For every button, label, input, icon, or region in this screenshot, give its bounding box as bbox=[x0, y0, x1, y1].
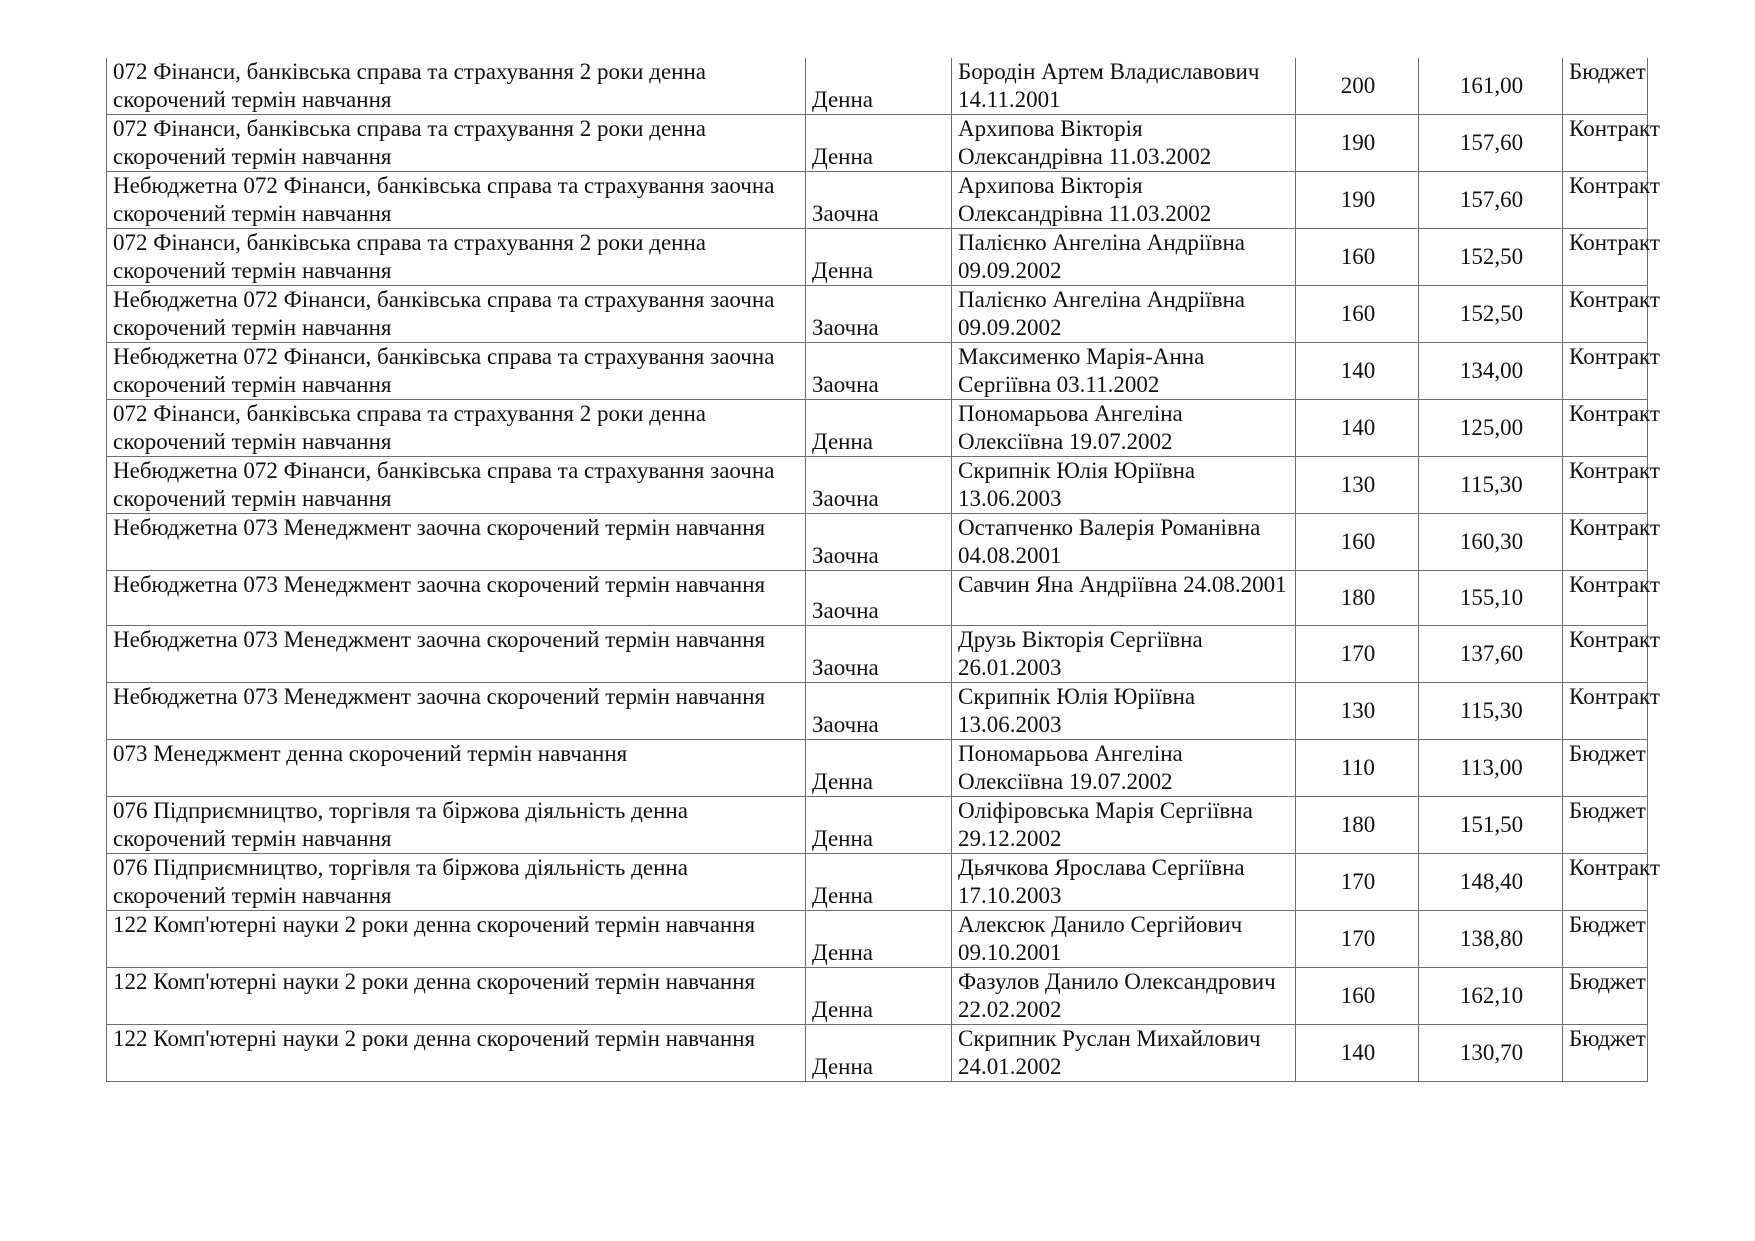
applicant-name-cell: Пономарьова Ангеліна Олексіївна 19.07.2002 bbox=[952, 400, 1296, 457]
funding-cell: Контракт bbox=[1563, 571, 1648, 626]
number-cell: 110 bbox=[1296, 740, 1419, 797]
applicants-table bbox=[106, 58, 1660, 1082]
score-cell: 130,70 bbox=[1419, 1025, 1563, 1082]
study-form-cell: Денна bbox=[806, 1025, 952, 1082]
score-cell: 151,50 bbox=[1419, 797, 1563, 854]
study-form-cell: Денна bbox=[806, 797, 952, 854]
table-row bbox=[107, 343, 1648, 400]
table-row bbox=[107, 58, 1648, 115]
table-row bbox=[107, 740, 1648, 797]
score-cell: 152,50 bbox=[1419, 286, 1563, 343]
program-cell: 076 Підприємництво, торгівля та біржова діяльність денна скорочений термін навчання bbox=[107, 854, 806, 911]
applicant-name-cell: Палієнко Ангеліна Андріївна 09.09.2002 bbox=[952, 229, 1296, 286]
funding-cell: Контракт bbox=[1563, 683, 1648, 740]
number-cell: 170 bbox=[1296, 854, 1419, 911]
score-cell: 125,00 bbox=[1419, 400, 1563, 457]
table-row bbox=[107, 286, 1648, 343]
score-cell: 152,50 bbox=[1419, 229, 1563, 286]
applicant-name-cell: Остапченко Валерія Романівна 04.08.2001 bbox=[952, 514, 1296, 571]
applicant-name-cell: Скрипнік Юлія Юріївна 13.06.2003 bbox=[952, 683, 1296, 740]
table-row bbox=[107, 229, 1648, 286]
number-cell: 190 bbox=[1296, 115, 1419, 172]
applicant-name-cell: Архипова Вікторія Олександрівна 11.03.2002 bbox=[952, 172, 1296, 229]
program-cell: Небюджетна 072 Фінанси, банківська справа та страхування заочна скорочений термін навчання bbox=[107, 286, 806, 343]
score-cell: 134,00 bbox=[1419, 343, 1563, 400]
score-cell: 160,30 bbox=[1419, 514, 1563, 571]
study-form-cell: Заочна bbox=[806, 626, 952, 683]
applicant-name-cell: Архипова Вікторія Олександрівна 11.03.2002 bbox=[952, 115, 1296, 172]
applicant-name-cell: Бородін Артем Владиславович 14.11.2001 bbox=[952, 58, 1296, 115]
table-row bbox=[107, 1025, 1648, 1082]
program-cell: Небюджетна 072 Фінанси, банківська справа та страхування заочна скорочений термін навчання bbox=[107, 172, 806, 229]
number-cell: 140 bbox=[1296, 343, 1419, 400]
applicant-name-cell: Скрипник Руслан Михайлович 24.01.2002 bbox=[952, 1025, 1296, 1082]
program-cell: 072 Фінанси, банківська справа та страхування 2 роки денна скорочений термін навчання bbox=[107, 400, 806, 457]
study-form-cell: Денна bbox=[806, 58, 952, 115]
score-cell: 115,30 bbox=[1419, 683, 1563, 740]
number-cell: 170 bbox=[1296, 911, 1419, 968]
number-cell: 130 bbox=[1296, 683, 1419, 740]
applicant-name-cell: Фазулов Данило Олександрович 22.02.2002 bbox=[952, 968, 1296, 1025]
table-row bbox=[107, 571, 1648, 626]
table-row bbox=[107, 400, 1648, 457]
funding-cell: Контракт bbox=[1563, 626, 1648, 683]
funding-cell: Контракт bbox=[1563, 286, 1648, 343]
score-cell: 113,00 bbox=[1419, 740, 1563, 797]
funding-cell: Бюджет bbox=[1563, 1025, 1648, 1082]
program-cell: Небюджетна 072 Фінанси, банківська справа та страхування заочна скорочений термін навчання bbox=[107, 457, 806, 514]
applicant-name-cell: Алексюк Данило Сергійович 09.10.2001 bbox=[952, 911, 1296, 968]
table-row bbox=[107, 854, 1648, 911]
score-cell: 162,10 bbox=[1419, 968, 1563, 1025]
study-form-cell: Денна bbox=[806, 400, 952, 457]
funding-cell: Бюджет bbox=[1563, 740, 1648, 797]
number-cell: 130 bbox=[1296, 457, 1419, 514]
program-cell: Небюджетна 073 Менеджмент заочна скорочений термін навчання bbox=[107, 626, 806, 683]
table-row bbox=[107, 115, 1648, 172]
score-cell: 161,00 bbox=[1419, 58, 1563, 115]
study-form-cell: Заочна bbox=[806, 514, 952, 571]
funding-cell: Бюджет bbox=[1563, 911, 1648, 968]
table-row bbox=[107, 626, 1648, 683]
applicant-name-cell: Скрипнік Юлія Юріївна 13.06.2003 bbox=[952, 457, 1296, 514]
study-form-cell: Заочна bbox=[806, 286, 952, 343]
applicant-name-cell: Максименко Марія-Анна Сергіївна 03.11.2002 bbox=[952, 343, 1296, 400]
number-cell: 180 bbox=[1296, 571, 1419, 626]
table-row bbox=[107, 797, 1648, 854]
score-cell: 157,60 bbox=[1419, 115, 1563, 172]
applicant-name-cell: Пономарьова Ангеліна Олексіївна 19.07.2002 bbox=[952, 740, 1296, 797]
table-row bbox=[107, 514, 1648, 571]
number-cell: 180 bbox=[1296, 797, 1419, 854]
study-form-cell: Денна bbox=[806, 968, 952, 1025]
funding-cell: Контракт bbox=[1563, 400, 1648, 457]
score-cell: 137,60 bbox=[1419, 626, 1563, 683]
number-cell: 160 bbox=[1296, 514, 1419, 571]
funding-cell: Контракт bbox=[1563, 514, 1648, 571]
table-row bbox=[107, 968, 1648, 1025]
applicant-name-cell: Палієнко Ангеліна Андріївна 09.09.2002 bbox=[952, 286, 1296, 343]
program-cell: Небюджетна 073 Менеджмент заочна скорочений термін навчання bbox=[107, 683, 806, 740]
study-form-cell: Денна bbox=[806, 115, 952, 172]
study-form-cell: Заочна bbox=[806, 172, 952, 229]
funding-cell: Контракт bbox=[1563, 115, 1648, 172]
number-cell: 160 bbox=[1296, 229, 1419, 286]
table-row bbox=[107, 683, 1648, 740]
program-cell: 122 Комп'ютерні науки 2 роки денна скорочений термін навчання bbox=[107, 911, 806, 968]
applicant-name-cell: Дьячкова Ярослава Сергіївна 17.10.2003 bbox=[952, 854, 1296, 911]
score-cell: 138,80 bbox=[1419, 911, 1563, 968]
applicant-name-cell: Друзь Вікторія Сергіївна 26.01.2003 bbox=[952, 626, 1296, 683]
funding-cell: Бюджет bbox=[1563, 968, 1648, 1025]
number-cell: 140 bbox=[1296, 400, 1419, 457]
funding-cell: Контракт bbox=[1563, 343, 1648, 400]
score-cell: 155,10 bbox=[1419, 571, 1563, 626]
program-cell: 073 Менеджмент денна скорочений термін навчання bbox=[107, 740, 806, 797]
program-cell: 072 Фінанси, банківська справа та страхування 2 роки денна скорочений термін навчання bbox=[107, 58, 806, 115]
table-row bbox=[107, 172, 1648, 229]
number-cell: 170 bbox=[1296, 626, 1419, 683]
program-cell: 122 Комп'ютерні науки 2 роки денна скорочений термін навчання bbox=[107, 1025, 806, 1082]
score-cell: 115,30 bbox=[1419, 457, 1563, 514]
number-cell: 160 bbox=[1296, 286, 1419, 343]
study-form-cell: Денна bbox=[806, 740, 952, 797]
funding-cell: Контракт bbox=[1563, 229, 1648, 286]
table-row bbox=[107, 457, 1648, 514]
program-cell: Небюджетна 073 Менеджмент заочна скорочений термін навчання bbox=[107, 514, 806, 571]
study-form-cell: Денна bbox=[806, 229, 952, 286]
program-cell: 072 Фінанси, банківська справа та страхування 2 роки денна скорочений термін навчання bbox=[107, 115, 806, 172]
funding-cell: Бюджет bbox=[1563, 58, 1648, 115]
study-form-cell: Денна bbox=[806, 854, 952, 911]
number-cell: 190 bbox=[1296, 172, 1419, 229]
applicants-table-body bbox=[107, 58, 1660, 1082]
study-form-cell: Заочна bbox=[806, 343, 952, 400]
number-cell: 200 bbox=[1296, 58, 1419, 115]
score-cell: 148,40 bbox=[1419, 854, 1563, 911]
funding-cell: Контракт bbox=[1563, 854, 1648, 911]
program-cell: Небюджетна 073 Менеджмент заочна скорочений термін навчання bbox=[107, 571, 806, 626]
program-cell: 122 Комп'ютерні науки 2 роки денна скорочений термін навчання bbox=[107, 968, 806, 1025]
study-form-cell: Заочна bbox=[806, 457, 952, 514]
study-form-cell: Заочна bbox=[806, 683, 952, 740]
study-form-cell: Заочна bbox=[806, 571, 952, 626]
program-cell: 076 Підприємництво, торгівля та біржова діяльність денна скорочений термін навчання bbox=[107, 797, 806, 854]
study-form-cell: Денна bbox=[806, 911, 952, 968]
funding-cell: Контракт bbox=[1563, 457, 1648, 514]
funding-cell: Бюджет bbox=[1563, 797, 1648, 854]
program-cell: 072 Фінанси, банківська справа та страхування 2 роки денна скорочений термін навчання bbox=[107, 229, 806, 286]
table-row bbox=[107, 911, 1648, 968]
number-cell: 140 bbox=[1296, 1025, 1419, 1082]
number-cell: 160 bbox=[1296, 968, 1419, 1025]
applicant-name-cell: Оліфіровська Марія Сергіївна 29.12.2002 bbox=[952, 797, 1296, 854]
score-cell: 157,60 bbox=[1419, 172, 1563, 229]
program-cell: Небюджетна 072 Фінанси, банківська справа та страхування заочна скорочений термін навчання bbox=[107, 343, 806, 400]
funding-cell: Контракт bbox=[1563, 172, 1648, 229]
applicant-name-cell: Савчин Яна Андріївна 24.08.2001 bbox=[952, 571, 1296, 626]
